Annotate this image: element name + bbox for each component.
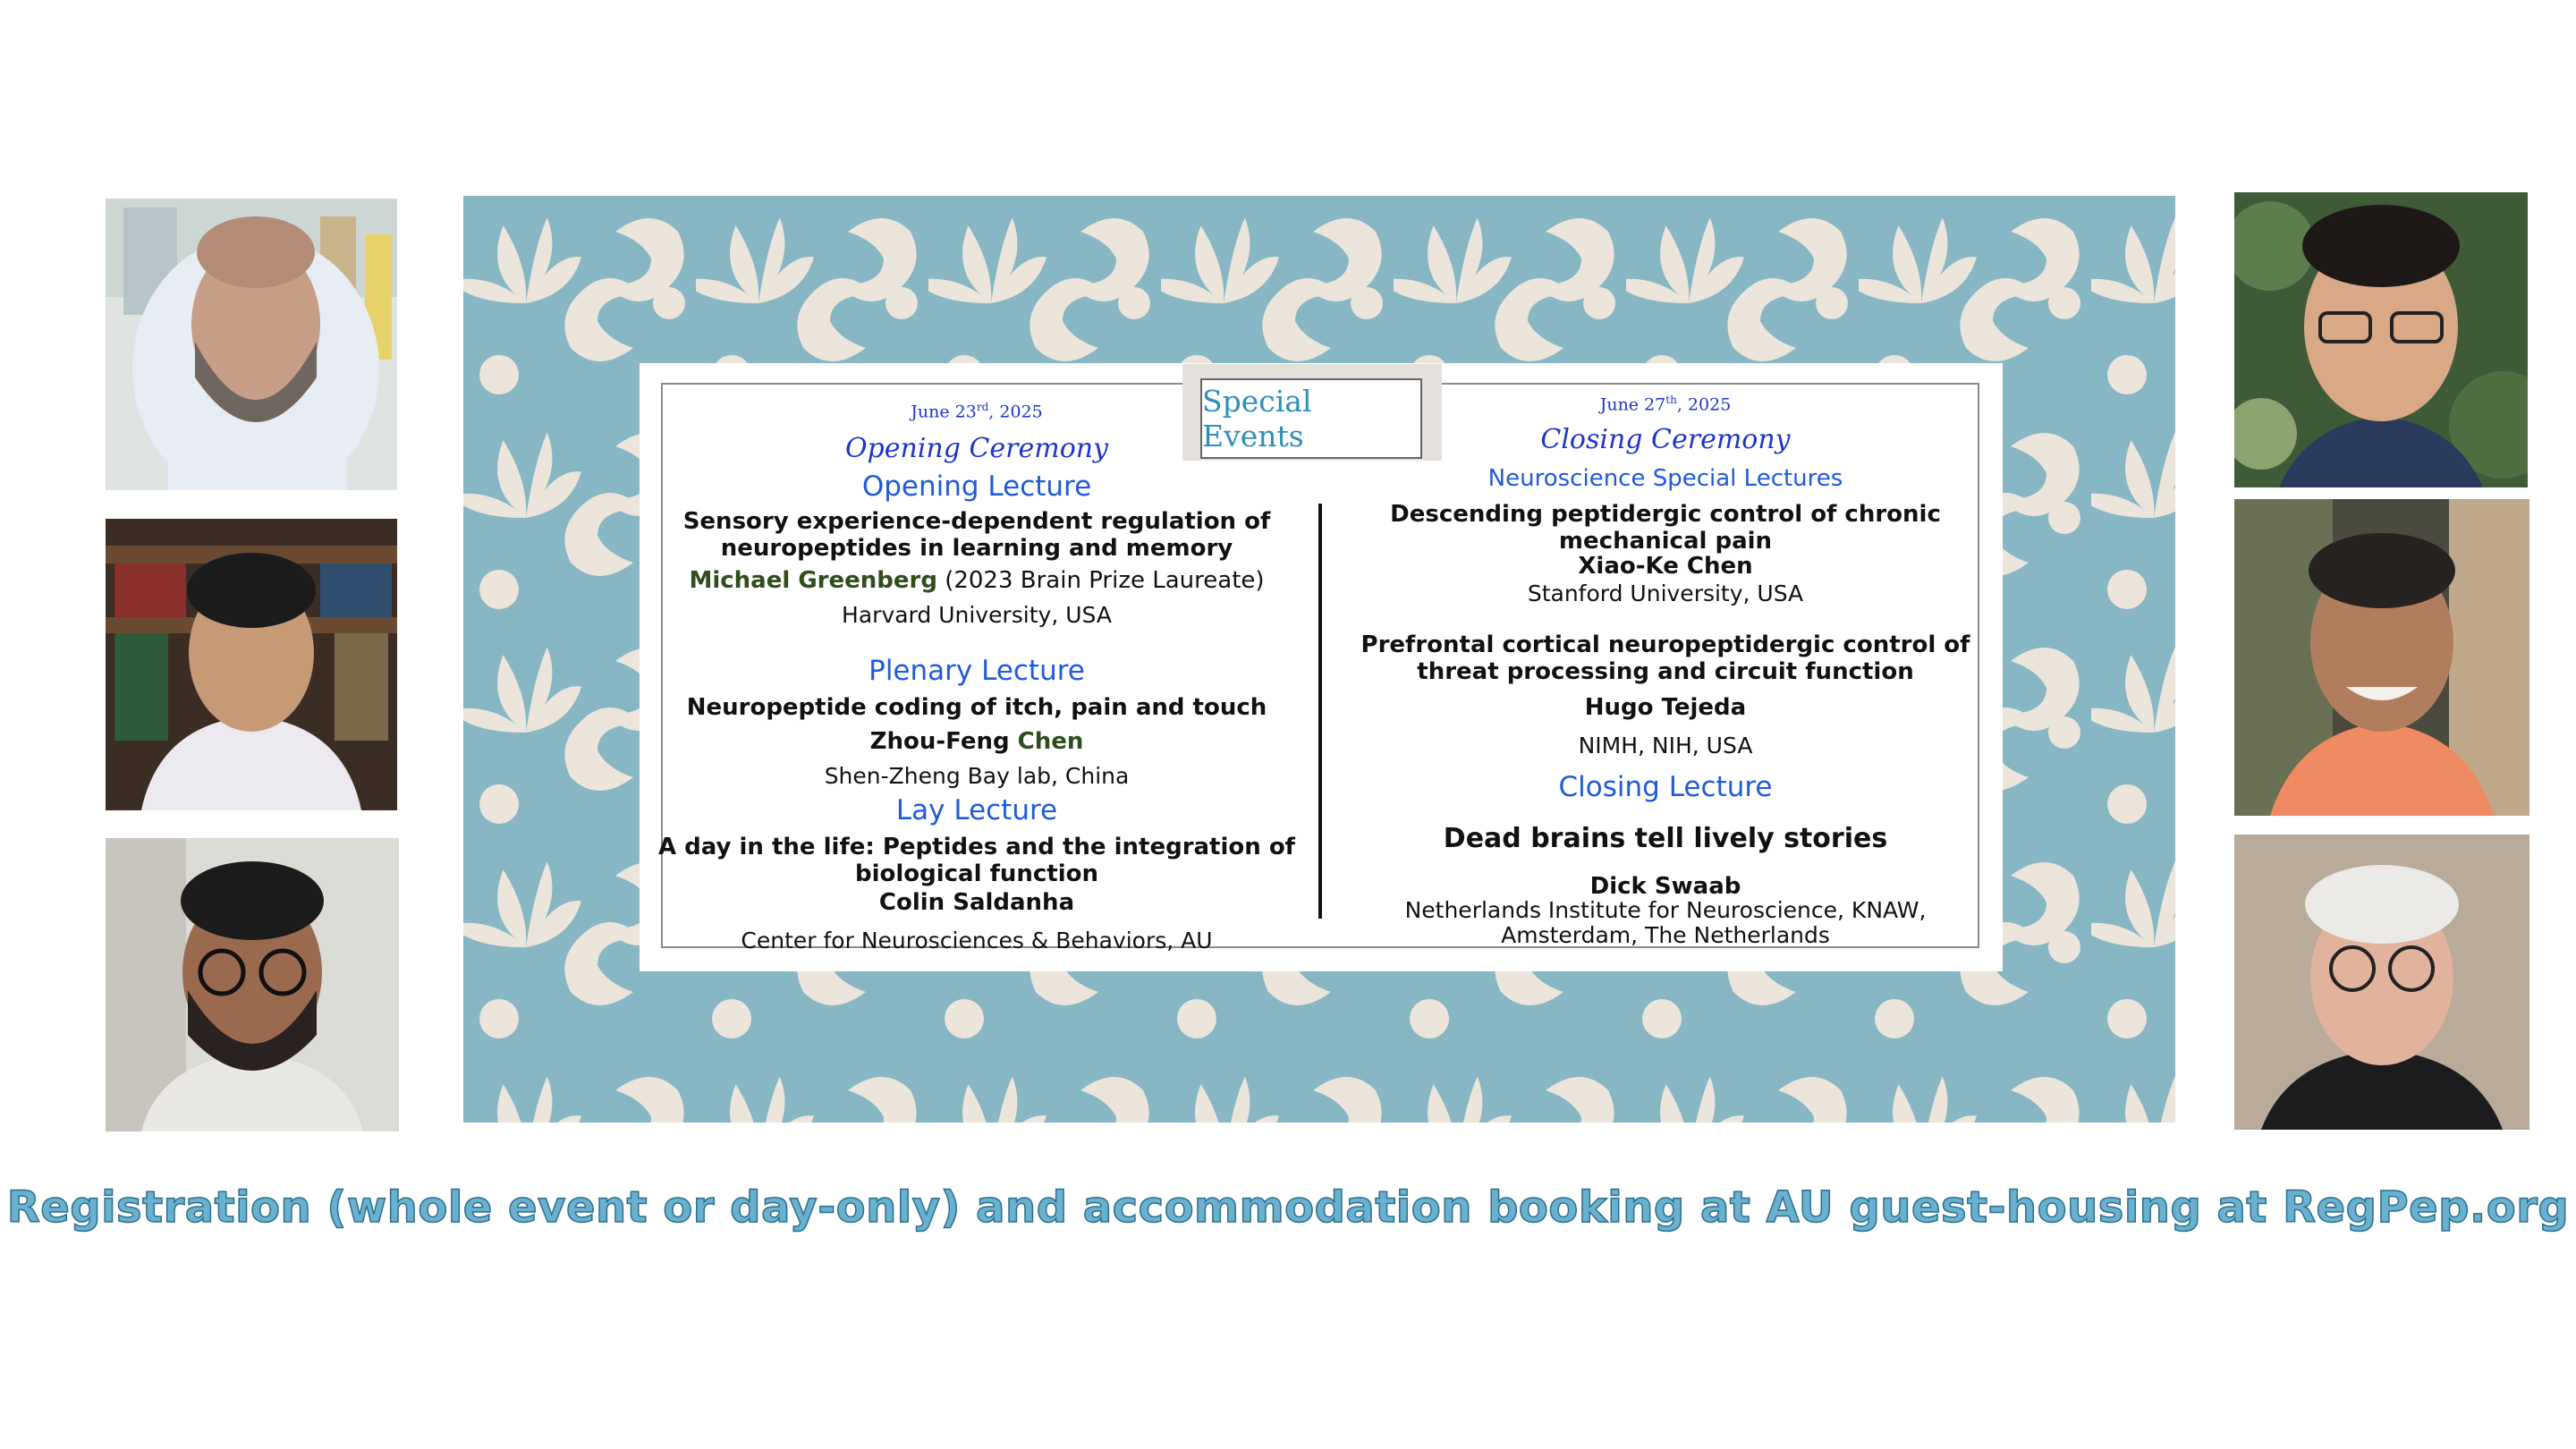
closing-lecture-affiliation: Netherlands Institute for Neuroscience, KNAW, Amsterdam, The Netherlands xyxy=(1404,897,1927,948)
speaker-photo-chen-zhoufeng xyxy=(106,519,397,810)
opening-lecture-label: Opening Lecture xyxy=(861,470,1092,503)
closing-lecture-title: Dead brains tell lively stories xyxy=(1443,823,1888,854)
speaker-photo-swaab xyxy=(2234,835,2529,1130)
column-divider xyxy=(1318,504,1322,919)
special-lecture-1-speaker: Xiao-Ke Chen xyxy=(1578,553,1753,580)
lay-lecture-label: Lay Lecture xyxy=(895,794,1058,826)
special-lecture-2-speaker: Hugo Tejeda xyxy=(1584,694,1747,721)
special-events-tab xyxy=(1182,364,1442,461)
speaker-photo-chen-xiaoke xyxy=(2234,192,2528,487)
closing-ceremony-heading: Closing Ceremony xyxy=(1540,424,1791,455)
closing-lecture-speaker: Dick Swaab xyxy=(1589,873,1741,900)
lay-lecture-title: A day in the life: Peptides and the integration of biological function xyxy=(657,834,1296,887)
plenary-lecture-affiliation: Shen-Zheng Bay lab, China xyxy=(824,763,1130,789)
special-lecture-1-affiliation: Stanford University, USA xyxy=(1527,580,1804,606)
closing-lecture-label: Closing Lecture xyxy=(1558,771,1773,803)
opening-lecture-affiliation: Harvard University, USA xyxy=(842,602,1112,628)
lay-lecture-affiliation: Center for Neurosciences & Behaviors, AU xyxy=(741,928,1213,953)
opening-lecture-speaker: Michael Greenberg (2023 Brain Prize Laureate) xyxy=(689,567,1265,594)
registration-footer: Registration (whole event or day-only) and accommodation booking at AU guest-housing at RegPep.org xyxy=(6,1182,2570,1233)
opening-ceremony-heading: Opening Ceremony xyxy=(844,433,1109,464)
closing-date: June 27th, 2025 xyxy=(1599,394,1732,415)
opening-lecture-title: Sensory experience-dependent regulation of neuropeptides in learning and memory xyxy=(682,508,1271,562)
opening-date: June 23rd, 2025 xyxy=(911,401,1043,422)
plenary-lecture-label: Plenary Lecture xyxy=(869,655,1085,687)
special-events-label: Special Events xyxy=(1200,378,1422,459)
plenary-lecture-speaker: Zhou-Feng Chen xyxy=(869,728,1084,755)
special-lecture-1-title: Descending peptidergic control of chronic mechanical pain xyxy=(1390,501,1941,555)
speaker-photo-tejeda xyxy=(2234,499,2529,816)
lay-lecture-speaker: Colin Saldanha xyxy=(878,889,1075,916)
neuroscience-special-lectures-label: Neuroscience Special Lectures xyxy=(1487,465,1843,492)
speaker-photo-saldanha xyxy=(106,838,399,1131)
plenary-lecture-title: Neuropeptide coding of itch, pain and touch xyxy=(686,694,1267,721)
special-lecture-2-affiliation: NIMH, NIH, USA xyxy=(1578,733,1753,758)
speaker-photo-greenberg xyxy=(106,199,397,490)
special-lecture-2-title: Prefrontal cortical neuropeptidergic control of threat processing and circuit function xyxy=(1360,631,1970,685)
